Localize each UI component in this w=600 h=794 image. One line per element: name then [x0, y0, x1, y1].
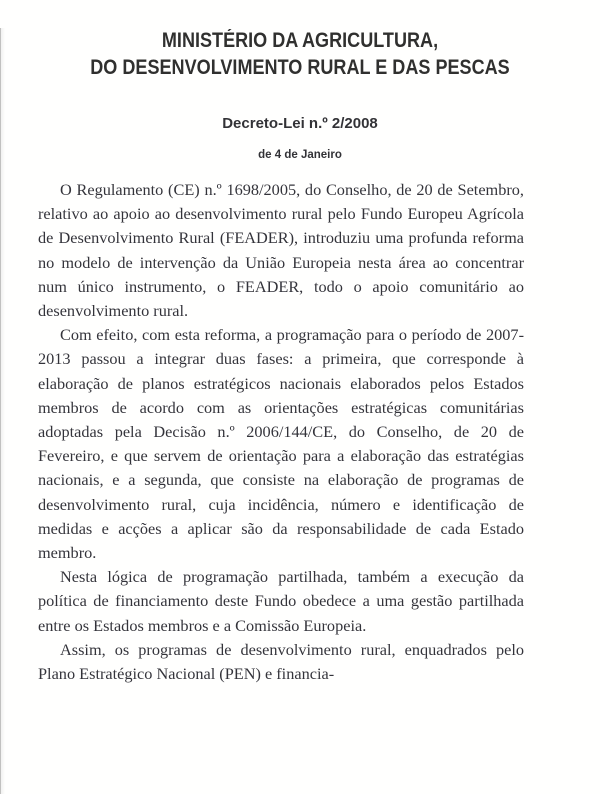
- body-paragraph: Assim, os programas de desenvolvimento rural, enquadrados pelo Plano Estratégico Nacional (PEN) e financia-: [38, 639, 524, 684]
- body-paragraph: Nesta lógica de programação partilhada, também a execução da política de financiamento deste Fundo obedece a uma gestão partilhada entre os Estados membros e a Comissão Europeia.: [38, 567, 524, 635]
- masthead-line-2: DO DESENVOLVIMENTO RURAL E DAS PESCAS: [90, 56, 510, 79]
- decree-date: de 4 de Janeiro: [258, 148, 342, 161]
- body-paragraph: O Regulamento (CE) n.º 1698/2005, do Conselho, de 20 de Setembro, relativo ao apoio ao desenvolvimento rural pelo Fundo Europeu Agrícola de Desenvolvimento Rural (FEADER), introduziu uma profunda reforma no modelo de intervenção da União Europeia nesta área ao concentrar num único instrumento, o FEADER, todo o apoio comunitário ao desenvolvimento rural.: [38, 180, 524, 321]
- document-body: [38, 178, 524, 686]
- body-paragraph: Com efeito, com esta reforma, a programação para o período de 2007-2013 passou a integrar duas fases: a primeira, que corresponde à elaboração de planos estratégicos nacionais elaborados pelos Estados membros de acordo com as orientações estratégicas comunitárias adoptadas pela Decisão n.º 2006/144/CE, do Conselho, de 20 de Fevereiro, e que servem de orientação para a elaboração das estratégias nacionais, e a segunda, que consiste na elaboração de programas de desenvolvimento rural, cuja incidência, número e identificação de medidas e acções a aplicar são da responsabilidade de cada Estado membro.: [38, 325, 524, 563]
- masthead-line-1: MINISTÉRIO DA AGRICULTURA,: [161, 29, 439, 52]
- decree-number: Decreto-Lei n.º 2/2008: [222, 115, 378, 132]
- decree-heading: [0, 116, 600, 161]
- masthead: [0, 30, 600, 78]
